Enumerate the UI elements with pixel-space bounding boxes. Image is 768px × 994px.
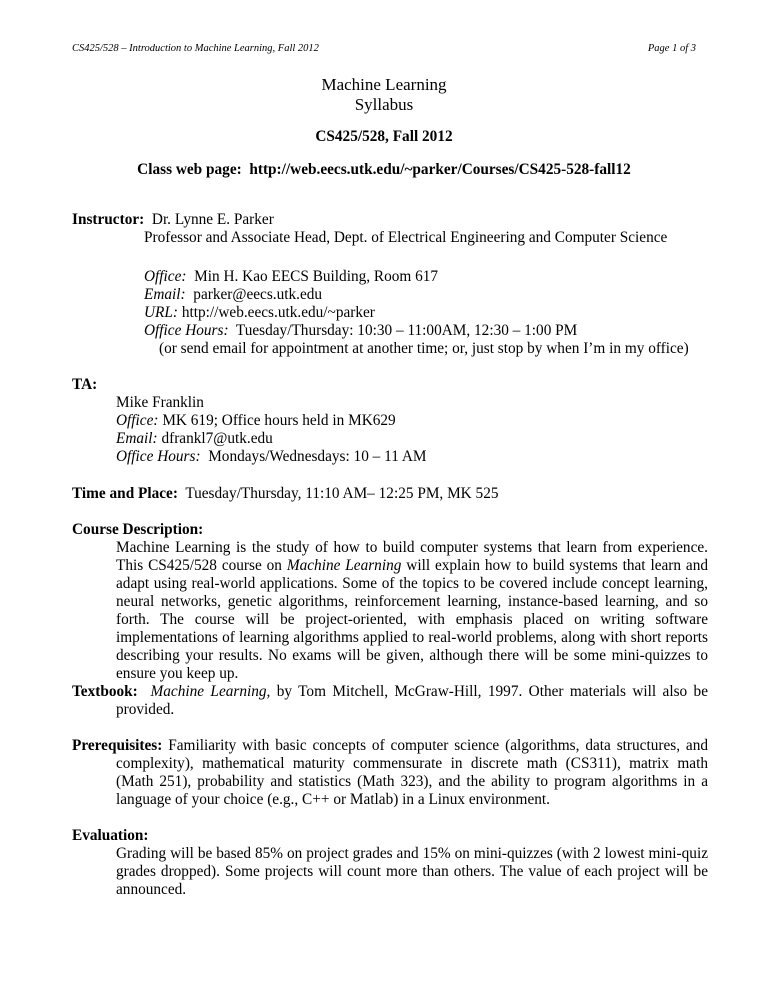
ta-section (72, 376, 712, 466)
course-code: CS425/528, Fall 2012 (315, 128, 453, 145)
email-label: Email: (144, 286, 186, 303)
instructor-section (72, 211, 712, 358)
running-header-left: CS425/528 – Introduction to Machine Learning, Fall 2012 (72, 43, 319, 54)
course-description-section (72, 521, 708, 683)
office-label: Office: (144, 268, 187, 285)
time-and-place (72, 485, 499, 503)
hours-value: Tuesday/Thursday: 10:30 – 11:00AM, 12:30 – 1:00 PM (235, 322, 578, 339)
subtitle-line: Syllabus (354, 95, 414, 114)
web-url[interactable]: http://web.eecs.utk.edu/~parker/Courses/CS425-528-fall12 (249, 161, 631, 178)
hours-note: (or send email for appointment at another time; or, just stop by when I’m in my office) (159, 340, 689, 357)
email-value[interactable]: parker@eecs.utk.edu (193, 286, 323, 303)
prereq-label: Prerequisites: (72, 737, 163, 754)
url-label: URL: (144, 304, 178, 321)
description-part: will explain how to build systems that learn and adapt using real-world applications. Some of the topics to be covered include concept learning, neural networks, genetic algorithms, reinforcement learning, instance-based learning, and so forth. The course will be project-oriented, with emphasis placed on writing software implementations of learning algorithms applied to real-world problems, along with short reports describing your results. No exams will be given, although there will be some mini-quizzes to ensure you keep up. (116, 557, 708, 682)
prereq-text: Familiarity with basic concepts of computer science (algorithms, data structures, and complexity), mathematical maturity commensurate in discrete math (CS311), matrix math (Math 251), probability and statistics (Math 323), and the ability to program algorithms in a language of your choice (e.g., C++ or Matlab) in a Linux environment. (116, 737, 708, 808)
time-label: Time and Place: (72, 485, 178, 502)
web-label: Class web page: (137, 161, 242, 178)
description-label: Course Description: (72, 521, 204, 538)
evaluation-label: Evaluation: (72, 827, 149, 844)
evaluation-text: Grading will be based 85% on project grades and 15% on mini-quizzes (with 2 lowest mini-quiz grades dropped). Some projects will count more than others. The value of each project will be announced. (116, 845, 708, 898)
instructor-name: Dr. Lynne E. Parker (151, 211, 274, 228)
description-text (72, 539, 708, 683)
ta-hours-value: Mondays/Wednesdays: 10 – 11 AM (208, 448, 427, 465)
ta-office-value: MK 619; Office hours held in MK629 (162, 412, 396, 429)
textbook-label: Textbook: (72, 683, 138, 700)
textbook-section (72, 683, 708, 719)
ta-name: Mike Franklin (116, 394, 204, 411)
time-value: Tuesday/Thursday, 11:10 AM– 12:25 PM, MK 525 (185, 485, 499, 502)
page-number: Page 1 of 3 (647, 43, 696, 54)
evaluation-section (72, 827, 708, 899)
office-value: Min H. Kao EECS Building, Room 617 (194, 268, 439, 285)
description-part: Machine Learning is the study of how to build computer systems that learn from experience. This CS425/528 course on (116, 539, 708, 574)
prerequisites-section (72, 737, 708, 809)
instructor-position: Professor and Associate Head, Dept. of Electrical Engineering and Computer Science (144, 229, 668, 246)
ta-office-label: Office: (116, 412, 159, 429)
title-line: Machine Learning (321, 75, 447, 94)
ta-hours-label: Office Hours: (116, 448, 201, 465)
instructor-label: Instructor: (72, 211, 145, 228)
ta-email-label: Email: (116, 430, 158, 447)
ta-email-value[interactable]: dfrankl7@utk.edu (161, 430, 273, 447)
hours-label: Office Hours: (144, 322, 229, 339)
class-web-page (0, 161, 768, 179)
textbook-details: by Tom Mitchell, McGraw-Hill, 1997. Other materials will also be provided. (116, 683, 708, 718)
url-value[interactable]: http://web.eecs.utk.edu/~parker (181, 304, 375, 321)
description-emphasis: Machine Learning (286, 557, 402, 574)
document-title (0, 75, 768, 115)
textbook-title: Machine Learning, (150, 683, 271, 700)
ta-label: TA: (72, 376, 98, 393)
